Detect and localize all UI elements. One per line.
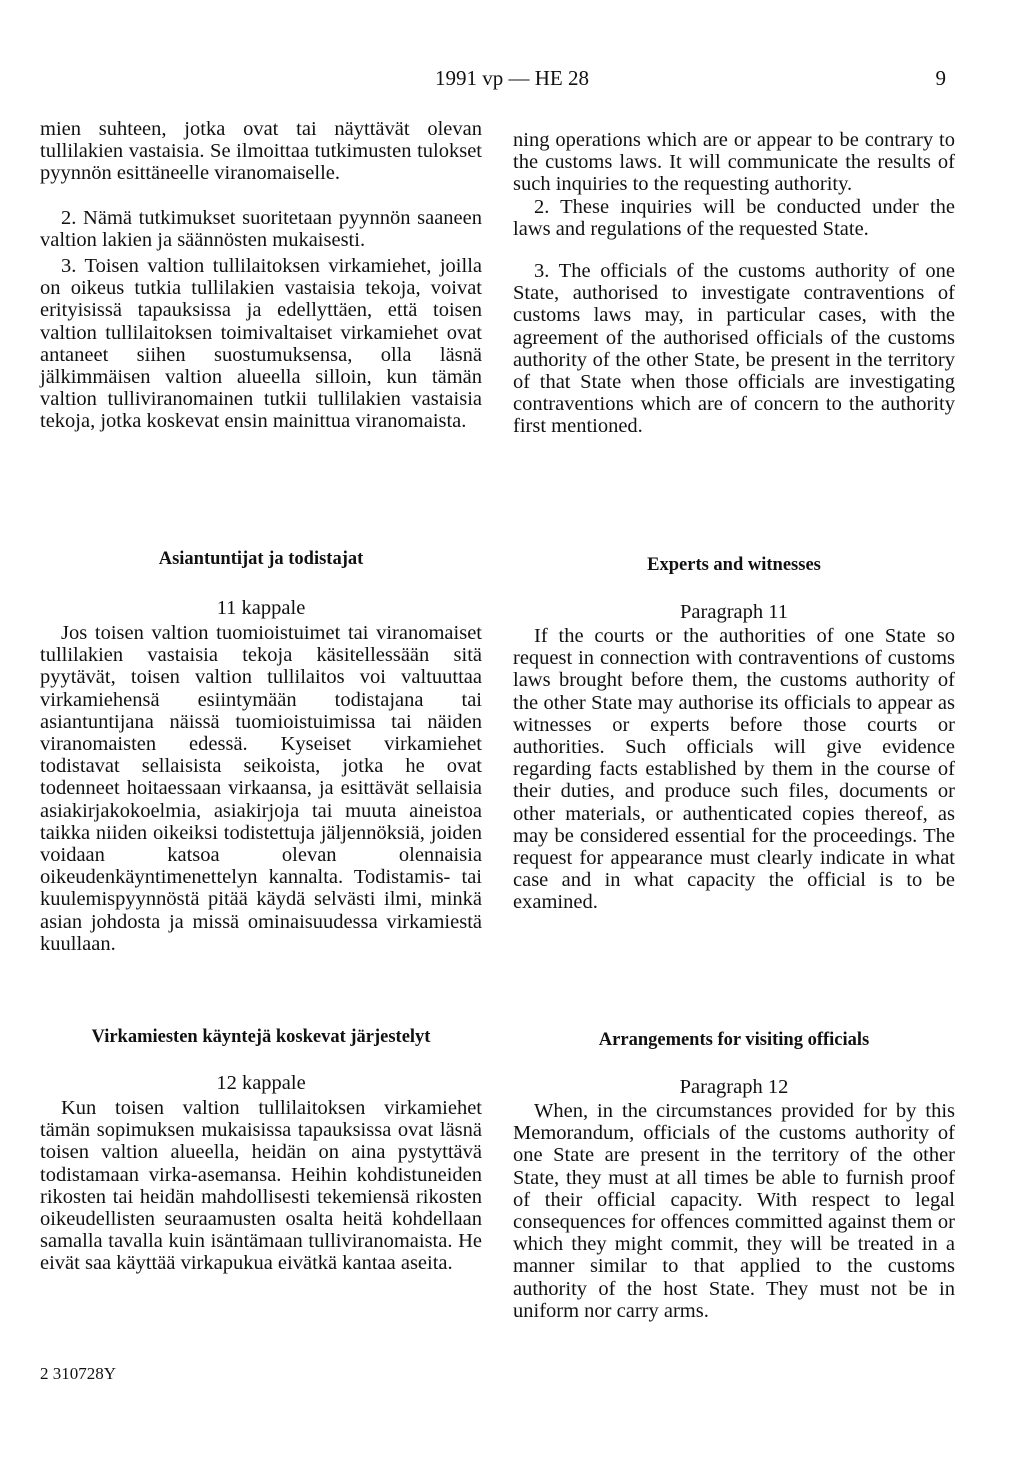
en-continuation-paragraph: ning operations which are or appear to be contrary to the customs laws. It will communicate the results of such inquiries to the requesting authority. <box>513 129 955 196</box>
print-code: 2 310728Y <box>40 1364 117 1383</box>
section-12-body-en <box>513 1100 955 1322</box>
section-11-heading-en: Experts and witnesses <box>647 555 821 575</box>
paragraph-12-text-fi: Kun toisen valtion tullilaitoksen virkamiehet tämän sopimuksen mukaisissa tapauksissa ovat läsnä toisen valtion alueella, heidän on aina pystyttävä todistamaan virka-asemansa. Heihin kohdistuneiden rikosten tai heidän mahdollisesti tekemiensä rikosten oikeudellisten seuraamusten osalta heitä kohdellaan samalla tavalla kuin isäntämaan tulliviranomaista. He eivät saa käyttää virkapukua eivätkä kantaa aseita. <box>40 1097 482 1275</box>
page-number: 9 <box>935 66 946 90</box>
section-12-heading-en: Arrangements for visiting officials <box>598 1030 870 1050</box>
paragraph-11-label-en: Paragraph 11 <box>680 601 788 623</box>
fi-item-2-paragraph: 2. Nämä tutkimukset suoritetaan pyynnön saaneen valtion lakien ja säännösten mukaisesti. <box>40 206 482 251</box>
en-item-2-paragraph: 2. These inquiries will be conducted under the laws and regulations of the requested State. <box>513 195 955 240</box>
en-item-3-paragraph: 3. The officials of the customs authority of one State, authorised to investigate contraventions of customs laws may, in particular cases, with the agreement of the authorised officials of the customs authority of the other State, be present in the territory of that State when those officials are investigating contraventions which are of concern to the authority first mentioned. <box>513 260 955 438</box>
section-12-body-fi <box>40 1097 482 1275</box>
top-right-column <box>513 129 955 438</box>
section-12-heading-fi: Virkamiesten käyntejä koskevat järjestelyt <box>91 1027 431 1047</box>
paragraph-11-label-fi: 11 kappale <box>216 597 306 619</box>
document-reference: 1991 vp — HE 28 <box>435 66 589 90</box>
page-header <box>0 66 1024 96</box>
paragraph-12-label-en: Paragraph 12 <box>679 1076 789 1098</box>
section-11-heading-fi: Asiantuntijat ja todistajat <box>158 549 364 569</box>
fi-continuation-paragraph: mien suhteen, jotka ovat tai näyttävät olevan tullilakien vastaisia. Se ilmoittaa tutkimusten tulokset pyynnön esittäneelle viranomaiselle. <box>40 118 482 185</box>
paragraph-12-text-en: When, in the circumstances provided for by this Memorandum, officials of the customs authority of one State are present in the territory of the other State, they must at all times be able to furnish proof of their official capacity. With respect to legal consequences for offences committed against them or which they might commit, they will be treated in a manner similar to that applied to the customs authority of the host State. They must not be in uniform nor carry arms. <box>513 1100 955 1322</box>
top-left-column <box>40 118 482 433</box>
paragraph-11-text-fi: Jos toisen valtion tuomioistuimet tai viranomaiset tullilakien vastaisia tekoja käsitellessään sitä pyytävät, toisen valtion tullilaitos voi valtuuttaa virkamiehensä esiintymään todistajana tai asiantuntijana näissä tuomioistuimissa tai näiden viranomaisten edessä. Kyseiset virkamiehet todistavat sellaisista seikoista, jotka he ovat todenneet hoitaessaan virkaansa, ja esittävät sellaisia asiakirjakokoelmia, asiakirjoja tai muuta aineistoa taikka niiden oikeiksi todistettuja jäljennöksiä, joiden voidaan katsoa olevan olennaisia oikeudenkäyntimenettelyn kannalta. Todistamis- tai kuulemispyynnöstä pitää käydä selvästi ilmi, minkä asian johdosta ja missä ominaisuudessa virkamiestä kuullaan. <box>40 622 482 955</box>
section-11-body-fi <box>40 622 482 955</box>
paragraph-11-text-en: If the courts or the authorities of one State so request in connection with contraventions of customs laws brought before them, the customs authority of the other State may authorise its officials to appear as witnesses or experts before those courts or authorities. Such officials will give evidence regarding facts established by them in the course of their duties, and produce such files, documents or other materials, or authenticated copies thereof, as may be considered essential for the proceedings. The request for appearance must clearly indicate in what case and in what capacity the official is to be examined. <box>513 625 955 914</box>
paragraph-12-label-fi: 12 kappale <box>216 1072 306 1094</box>
section-11-body-en <box>513 625 955 914</box>
fi-item-3-paragraph: 3. Toisen valtion tullilaitoksen virkamiehet, joilla on oikeus tutkia tullilakien vastaisia tekoja, voivat erityisissä tapauksissa ja edellyttäen, että toisen valtion tullilaitoksen toimivaltaiset virkamiehet ovat antaneet siihen suostumuksensa, olla läsnä jälkimmäisen valtion alueella silloin, kun tämän valtion tulliviranomainen tutkii tullilakien vastaisia tekoja, jotka koskevat ensin mainittua viranomaista. <box>40 255 482 433</box>
